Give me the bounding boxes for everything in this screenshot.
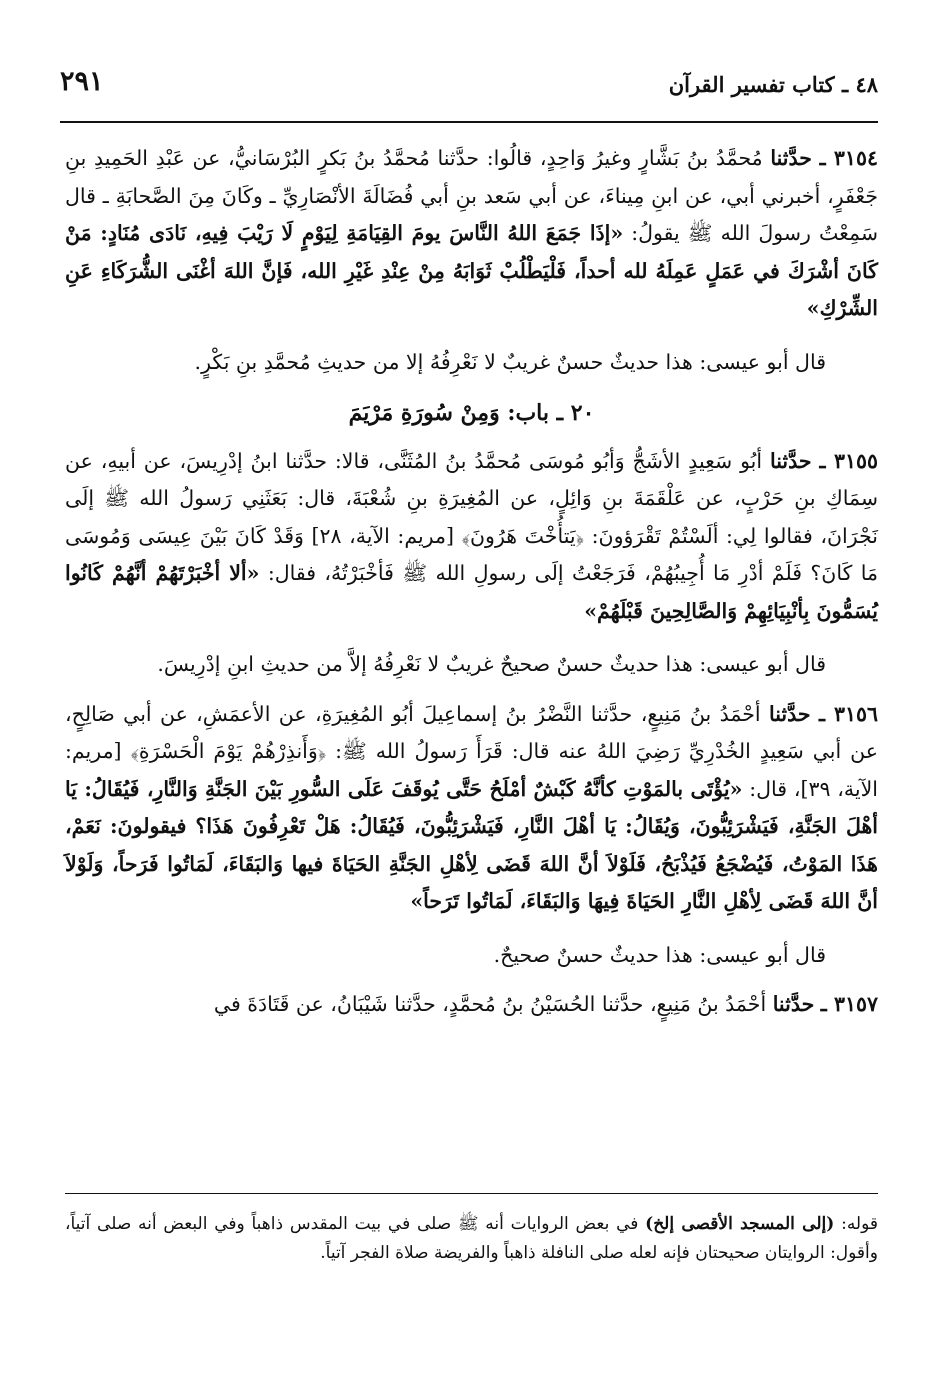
abu-isa-comment: قال أبو عيسى: هذا حديثٌ حسنٌ غريبٌ لا نَعْرِفُهُ إلا من حديثِ مُحمَّدِ بنِ بَكْرٍ. [194, 349, 826, 374]
hadith-number: ٣١٥٦ ـ [818, 701, 878, 726]
running-chapter-title: ٤٨ ـ كتاب تفسير القرآن [668, 72, 878, 97]
chapter-heading: ٢٠ ـ باب: وَمِنْ سُورَةِ مَرْيَمَ [348, 400, 595, 426]
matn-text: «إذَا جَمَعَ اللهُ النَّاسَ يومَ القِيَامَةِ لِيَوْمٍ لَا رَيْبَ فِيهِ، نَادَى مُنَادٍ: مَنْ كَانَ أشْرَكَ في عَمَلٍ عَمِلَهُ لله أحداً، فَلْيَطْلُبْ ثَوَابَهُ مِنْ عِنْدِ غَيْرِ الله، فَإنَّ اللهَ أغْنَى الشُّرَكَاءِ عَنِ الشِّرْكِ» [65, 221, 878, 320]
abu-isa-comment: قال أبو عيسى: هذا حديثٌ حسنٌ صحيحٌ غريبٌ لا نَعْرِفُهُ إلاَّ من حديثِ ابنِ إدْرِيسَ. [157, 652, 826, 676]
hadith-number: ٣١٥٤ ـ [819, 146, 878, 170]
narration-opener: حدَّثنا [772, 992, 815, 1016]
page-body [65, 140, 878, 1024]
abu-isa-comment: قال أبو عيسى: هذا حديثٌ حسنٌ صحيحٌ. [493, 942, 826, 967]
header-divider [60, 121, 878, 123]
matn-text: «يُؤْتَى بالمَوْتِ كأنَّهُ كَبْشٌ أمْلَحُ حَتَّى يُوقَفَ عَلَى السُّورِ بَيْنَ الجَنَّةِ وَالنَّارِ، فَيُقَالُ: يَا أهْلَ الجَنَّةِ، فَيَشْرَئِبُّونَ، وَيُقَالُ: يَا أهْلَ النَّارِ، فَيَشْرَئِبُّونَ، فَيُقَالُ: هَلْ تَعْرِفُونَ هَذَا؟ فيقولونَ: نَعَمْ، هَذَا المَوْتُ، فَيُضْجَعُ فَيُذْبَحُ، فَلَوْلاَ أنَّ اللهَ قَضَى لِأهْلِ الجَنَّةِ الحَيَاةَ فيها وَالبَقَاءَ، لَمَاتُوا فَرَحاً، وَلَوْلاَ أنَّ اللهَ قَضَى لِأهْلِ النَّارِ الحَيَاةَ فِيهَا وَالبَقَاءَ، لَمَاتُوا تَرَحاً» [65, 776, 878, 913]
footnote-divider [65, 1193, 878, 1194]
narration-opener: حدَّثنا [769, 448, 812, 473]
footnote-text: في بعض الروايات أنه ﷺ صلى في بيت المقدس ذاهباً وفي البعض أنه صلى آتياً، وأقول: الروايتان صحيحتان فإنه لعله صلى النافلة ذاهباً والفريضة صلاة الفجر آتياً. [65, 1214, 878, 1263]
isnad-text: مُحمَّدُ بنُ بَشَّارٍ وغيرُ وَاحِدٍ، قالُوا: حدَّثنا مُحمَّدُ بنُ بَكرٍ البُرْسَانيُّ، عن عَبْدِ الحَمِيدِ بنِ جَعْفَرٍ، أخبرني أبي، عن ابنِ مِيناءَ، عن أبي سَعد بنِ أبي فُضَالَةَ الأنْصَارِيِّ ـ وكَانَ مِنَ الصَّحابَةِ ـ قال سَمِعْتُ رسولَ الله ﷺ يقولُ: [65, 146, 879, 245]
hadith-number: ٣١٥٥ ـ [819, 448, 878, 473]
footnote-lead: قوله: [841, 1214, 879, 1234]
page-number: ٢٩١ [60, 66, 104, 97]
hadith-number: ٣١٥٧ ـ [820, 992, 878, 1016]
footnote [65, 1210, 878, 1268]
footnote-quoted-phrase: (إلى المسجد الأقصى إلخ) [645, 1214, 835, 1234]
page-header [60, 62, 878, 118]
isnad-text: أحْمَدُ بنُ مَنِيعٍ، حدَّثنا النَّضْرُ بنُ إسماعِيلَ أبُو المُغِيرَةِ، عن الأعمَشِ، عن أبي صَالِحٍ، عن أبي سَعِيدٍ الخُدْرِيِّ رَضِيَ اللهُ عنه قال: قَرَأَ رَسولُ الله ﷺ: ﴿وَأَنذِرْهُمْ يَوْمَ الْحَسْرَةِ﴾ [مريم: الآية، ٣٩]، قال: [65, 701, 878, 801]
hadith-3157 [65, 986, 878, 1024]
narration-opener: حدَّثنا [768, 701, 811, 726]
isnad-text: أحْمَدُ بنُ مَنِيعٍ، حدَّثنا الحُسَيْنُ بنُ مُحمَّدٍ، حدَّثنا شَيْبَانُ، عن قَتَادَةَ في [213, 992, 767, 1016]
hadith-3155 [65, 443, 878, 631]
isnad-text: أبُو سَعِيدٍ الأشَجُّ وَأبُو مُوسَى مُحمَّدُ بنُ المُثَنَّى، قالا: حدَّثنا ابنُ إدْرِيسَ، عن أبيهِ، عن سِمَاكِ بنِ حَرْبٍ، عن عَلْقَمَةَ بنِ وَائِلٍ، عن المُغِيرَةِ بنِ شُعْبَةَ، قال: بَعَثَنِي رَسولُ الله ﷺ إلَى نَجْرَانَ، فقالوا لِي: ألَسْتُمْ تَقْرَؤونَ: ﴿يَتأُخْتَ هَرُونَ﴾ [مريم: الآية، ٢٨] وَقَدْ كَانَ بَيْنَ عِيسَى وَمُوسَى مَا كَانَ؟ فَلَمْ أدْرِ مَا أُجِيبُهُمْ، فَرَجَعْتُ إلَى رسولِ الله ﷺ فَأخْبَرْتُهُ، فقال: [65, 448, 879, 585]
narration-opener: حدَّثنا [770, 146, 812, 170]
hadith-3154 [65, 140, 878, 328]
hadith-3156 [65, 696, 878, 921]
matn-text: «ألا أخْبَرْتَهُمْ أنَّهُمْ كَانُوا يُسَمُّونَ بِأنْبِيَائِهِمْ وَالصَّالِحِينَ قَبْلَهُمْ» [65, 561, 878, 623]
